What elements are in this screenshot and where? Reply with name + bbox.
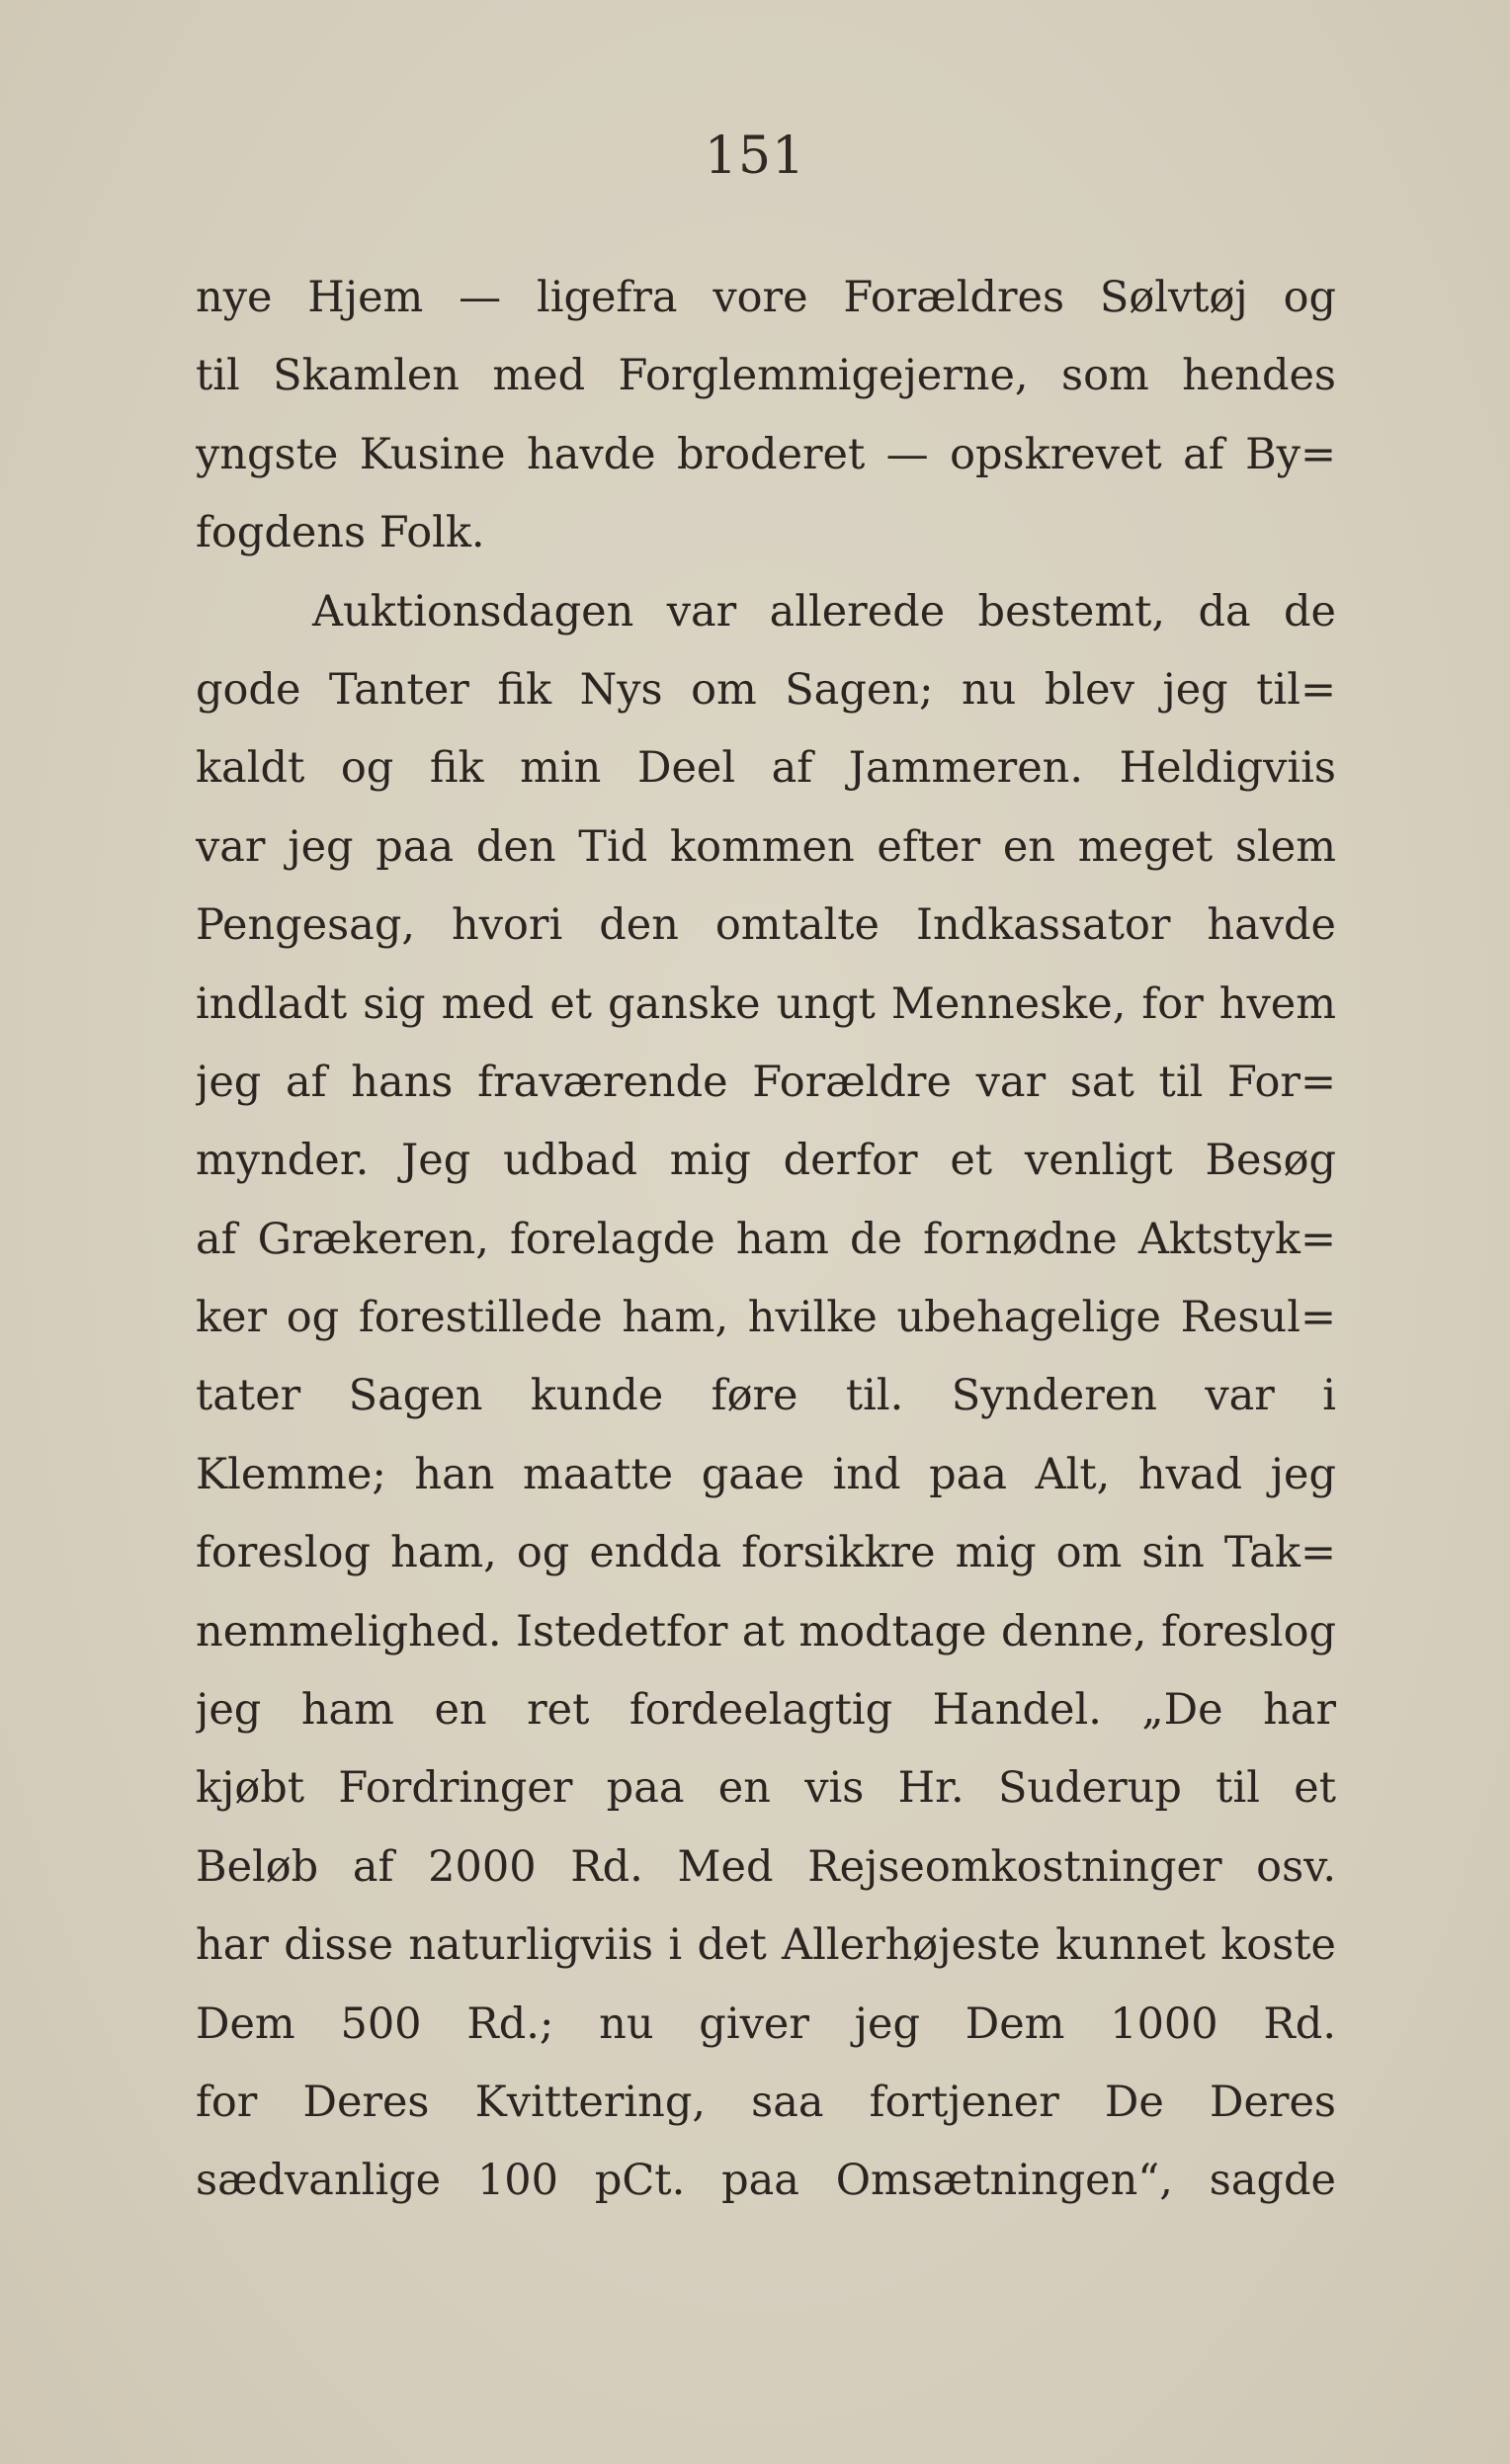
text-line: gode Tanter fik Nys om Sagen; nu blev jeg til= [196, 664, 1336, 715]
text-line: sædvanlige 100 pCt. paa Omsætningen“, sagde [196, 2156, 1336, 2206]
text-line: af Grækeren, forelagde ham de fornødne Aktstyk= [196, 1214, 1336, 1264]
paragraph-start-line: Auktionsdagen var allerede bestemt, da de [312, 586, 1336, 637]
text-line: ker og forestillede ham, hvilke ubehagelige Resul= [196, 1293, 1336, 1343]
text-line: kaldt og fik min Deel af Jammeren. Heldigviis [196, 743, 1336, 794]
text-line: Dem 500 Rd.; nu giver jeg Dem 1000 Rd. [196, 1998, 1336, 2049]
text-line: jeg af hans fraværende Forældre var sat til For= [196, 1057, 1336, 1107]
text-line: Klemme; han maatte gaae ind paa Alt, hvad jeg [196, 1449, 1336, 1499]
text-line: Beløb af 2000 Rd. Med Rejseomkostninger osv. [196, 1841, 1336, 1892]
text-line: tater Sagen kunde føre til. Synderen var i [196, 1371, 1336, 1421]
text-line: for Deres Kvittering, saa fortjener De Deres [196, 2077, 1336, 2127]
text-line: har disse naturligviis i det Allerhøjeste kunnet koste [196, 1920, 1336, 1971]
text-line: jeg ham en ret fordeelagtig Handel. „De har [196, 1685, 1336, 1736]
page-number: 151 [704, 127, 806, 186]
text-line: foreslog ham, og endda forsikkre mig om sin Tak= [196, 1528, 1336, 1578]
text-line: til Skamlen med Forglemmigejerne, som hendes [196, 351, 1336, 401]
text-line: var jeg paa den Tid kommen efter en meget slem [196, 821, 1336, 872]
text-line: kjøbt Fordringer paa en vis Hr. Suderup til et [196, 1763, 1336, 1814]
text-line: nye Hjem — ligefra vore Forældres Sølvtøj og [196, 273, 1336, 322]
text-line: fogdens Folk. [196, 508, 485, 558]
text-line: mynder. Jeg udbad mig derfor et venligt Besøg [196, 1136, 1336, 1186]
text-line: nemmelighed. Istedetfor at modtage denne, foreslog [196, 1606, 1336, 1657]
body-text [196, 259, 1336, 2221]
text-line: Pengesag, hvori den omtalte Indkassator havde [196, 900, 1336, 951]
text-line: yngste Kusine havde broderet — opskrevet af By= [196, 429, 1336, 479]
text-line: indladt sig med et ganske ungt Menneske, for hvem [196, 978, 1336, 1029]
